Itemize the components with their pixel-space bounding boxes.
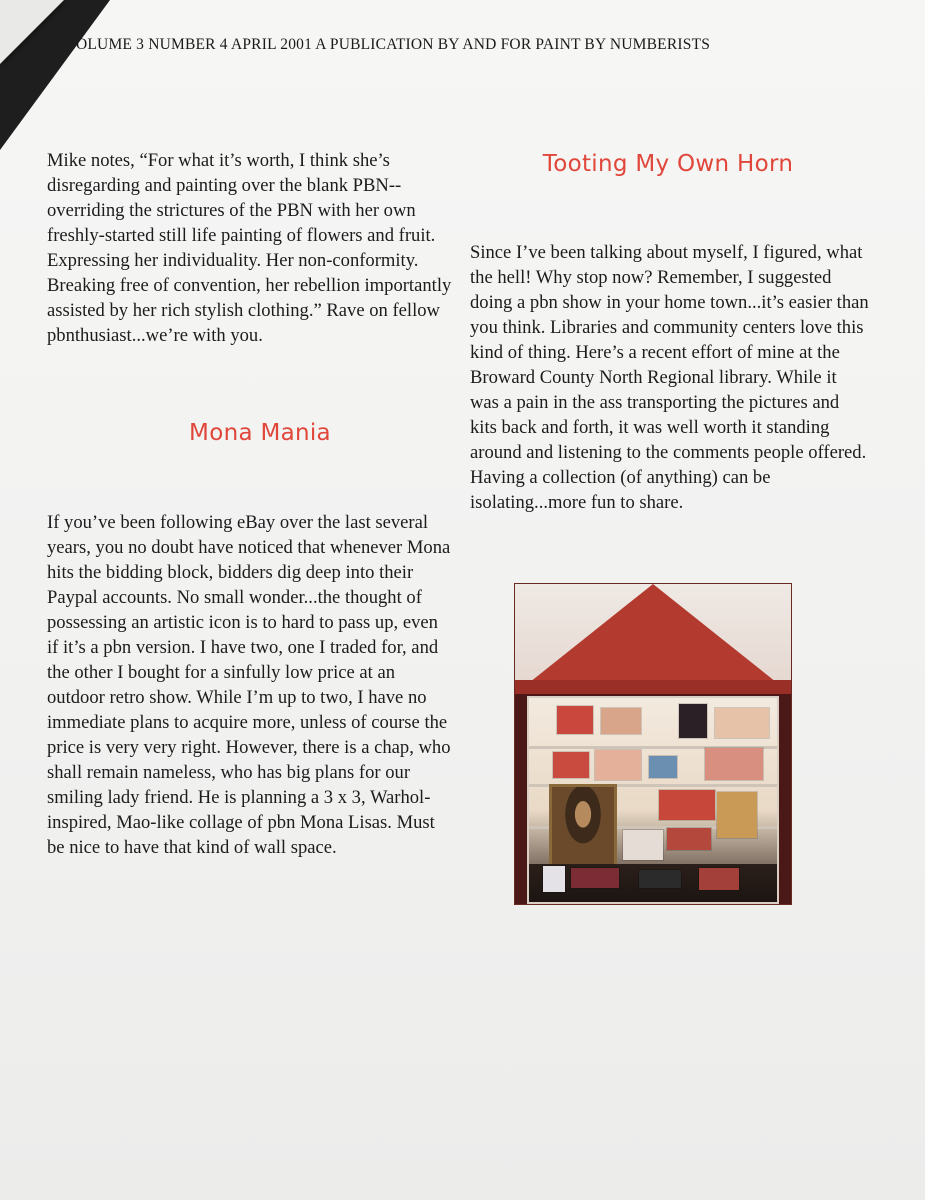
tooting-paragraph: Since I’ve been talking about myself, I figured, what the hell! Why stop now? Remember, I suggested doing a pbn show in your home town...it’s easier than you think. Libraries and community centers love this kind of thing. Here’s a recent effort of mine at the Broward County North Regional library. While it was a pain in the ass transporting the pictures and kits back and forth, it was well worth it standing around and listening to the comments people offered. Having a collection (of anything) can be isolating...more fun to share. xyxy=(470,242,869,513)
masthead: OLUME 3 NUMBER 4 APRIL 2001 A PUBLICATION BY AND FOR PAINT BY NUMBERISTS xyxy=(76,36,711,53)
folded-corner-flap xyxy=(0,0,64,64)
pbn-kit-box xyxy=(571,868,619,888)
mona-lisa-pbn xyxy=(549,784,617,868)
mona-mania-body xyxy=(47,510,452,860)
pbn-kit-box xyxy=(553,752,589,778)
display-roof-band xyxy=(515,680,791,694)
pbn-kit-box xyxy=(649,756,677,778)
pbn-kit-box xyxy=(623,830,663,860)
tooting-heading: Tooting My Own Horn xyxy=(542,151,794,177)
pbn-kit-box xyxy=(667,828,711,850)
pbn-kit-box xyxy=(595,750,641,780)
display-roof xyxy=(515,584,791,694)
pbn-kit-box xyxy=(639,870,681,888)
pbn-kit-box xyxy=(699,868,739,890)
pbn-painting xyxy=(715,708,769,738)
pbn-kit-box xyxy=(557,706,593,734)
display-case-base xyxy=(529,864,777,902)
pbn-kit-box xyxy=(659,790,715,820)
mona-mania-heading: Mona Mania xyxy=(189,420,331,446)
intro-paragraph: Mike notes, “For what it’s worth, I think she’s disregarding and painting over the blank PBN--overriding the strictures of the PBN with her own freshly-started still life painting of flowers and fruit. Expressing her individuality. Her non-conformity. Breaking free of convention, her rebellion importantly assisted by her rich stylish clothing.” Rave on fellow pbnthusiast...we’re with you. xyxy=(47,150,452,346)
pbn-kit-box xyxy=(601,708,641,734)
left-column xyxy=(47,148,452,348)
pbn-painting xyxy=(705,748,763,780)
pbn-painting xyxy=(679,704,707,738)
library-display-photo xyxy=(515,584,791,904)
display-case xyxy=(527,696,779,904)
mona-mania-paragraph: If you’ve been following eBay over the last several years, you no doubt have noticed that whenever Mona hits the bidding block, bidders dig deep into their Paypal accounts. No small wonder...the thought of possessing an artistic icon is to hard to pass up, even if it’s a pbn version. I have two, one I traded for, and the other I bought for a sinfully low price at an outdoor retro show. While I’m up to two, I have no immediate plans to acquire more, unless of course the price is very very right. However, there is a chap, who shall remain nameless, who has big plans for our smiling lady friend. He is planning a 3 x 3, Warhol-inspired, Mao-like collage of pbn Mona Lisas. Must be nice to have that kind of wall space. xyxy=(47,512,451,858)
pbn-painting xyxy=(717,792,757,838)
pbn-kit-box xyxy=(543,866,565,892)
right-column xyxy=(470,240,870,515)
